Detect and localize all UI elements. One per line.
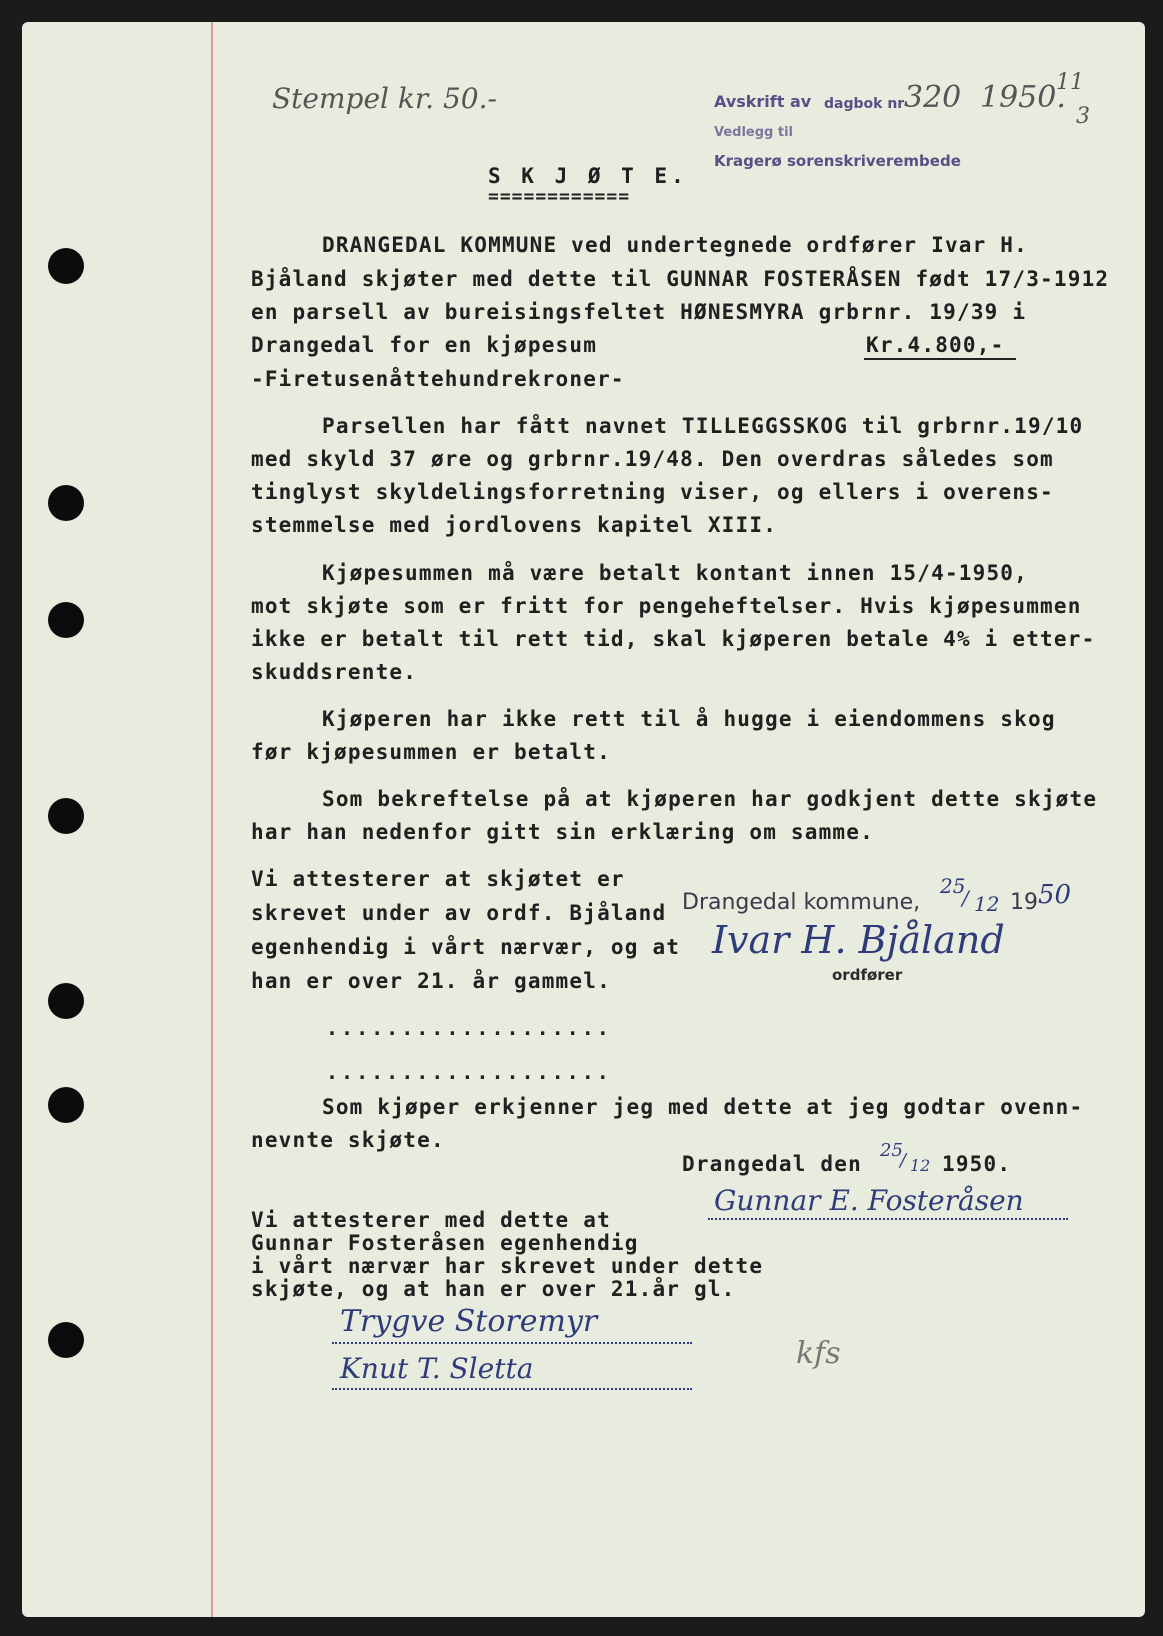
municipality-date-day: 25 [940,874,966,898]
title-underline: ============ [488,186,631,207]
mayor-title: ordfører [832,966,903,984]
purchase-price: Kr.4.800,- [866,333,1005,357]
price-in-words: -Firetusenåttehundrekroner- [251,367,625,391]
para1-line: Bjåland skjøter med dette til GUNNAR FOSTERÅSEN født 17/3-1912 [251,267,1110,291]
witness2-signature: Knut T. Sletta [340,1352,534,1385]
buyer-ack-line: Som kjøper erkjenner jeg med dette at jeg godtar ovenn- [322,1095,1084,1119]
dotted-signature-line: ................... [326,1060,612,1084]
stamp-fee-note: Stempel kr. 50.- [272,82,497,115]
buyer-place: Drangedal den [682,1152,862,1176]
para5-line: har han nedenfor gitt sin erklæring om samme. [251,820,874,844]
attest1-line: han er over 21. år gammel. [251,969,611,993]
signature-dotted-line [708,1218,1068,1220]
attest2-line: Vi attesterer med dette at [251,1208,611,1232]
para2-line: Parsellen har fått navnet TILLEGGSSKOG til grbrnr.19/10 [322,414,1084,438]
municipality-year-prefix: 19 [1010,890,1038,915]
attest1-line: Vi attesterer at skjøtet er [251,867,625,891]
stamp-line-vedlegg: Vedlegg til [714,125,794,140]
para5-line: Som bekreftelse på at kjøperen har godkjent dette skjøte [322,787,1098,811]
punch-hole [48,602,84,638]
buyer-year: 1950. [942,1152,1012,1176]
para3-line: Kjøpesummen må være betalt kontant innen 15/4-1950, [322,561,1028,585]
price-underline [864,358,1016,360]
para3-line: ikke er betalt til rett tid, skal kjøperen betale 4% i etter- [251,627,1096,651]
buyer-signature: Gunnar E. Fosteråsen [714,1184,1024,1217]
punch-hole [48,798,84,834]
punch-hole [48,983,84,1019]
municipality-stamp: Drangedal kommune, [682,890,921,915]
para3-line: mot skjøte som er fritt for pengeheftelser. Hvis kjøpesummen [251,594,1082,618]
para1-line: DRANGEDAL KOMMUNE ved undertegnede ordfører Ivar H. [322,233,1028,257]
punch-hole [48,1322,84,1358]
punch-hole [48,485,84,521]
stamp-dagbok-number: 320 [904,80,962,115]
attest1-line: skrevet under av ordf. Bjåland [251,901,667,925]
margin-line [211,22,213,1617]
para1-line: en parsell av bureisingsfeltet HØNESMYRA grbrnr. 19/39 i [251,300,1027,324]
clerk-initials: kfs [796,1336,841,1371]
para2-line: tinglyst skyldelingsforretning viser, og ellers i overens- [251,480,1054,504]
stamp-line-office: Kragerø sorenskriverembede [714,152,961,170]
para1-line: Drangedal for en kjøpesum [251,333,598,357]
date-slash: / [962,886,969,910]
municipality-date-month: 12 [974,892,1000,916]
witness1-signature: Trygve Storemyr [340,1304,598,1339]
para3-line: skuddsrente. [251,660,418,684]
dotted-signature-line: ................... [326,1016,612,1040]
stamp-year: 1950. [980,80,1066,115]
para4-line: før kjøpesummen er betalt. [251,740,611,764]
attest1-line: egenhendig i vårt nærvær, og at [251,935,681,959]
para2-line: med skyld 37 øre og grbrnr.19/48. Den overdras således som [251,447,1054,471]
document-title: S K J Ø T E. [488,164,688,188]
attest2-line: i vårt nærvær har skrevet under dette [251,1254,764,1278]
stamp-date-month: 3 [1076,104,1090,129]
stamp-line-avskrift: Avskrift av [714,92,812,111]
stamp-date-day: 11 [1056,70,1084,95]
stamp-dagbok-label: dagbok nr [824,96,905,112]
para2-line: stemmelse med jordlovens kapitel XIII. [251,513,778,537]
attest2-line: skjøte, og at han er over 21.år gl. [251,1277,736,1301]
para4-line: Kjøperen har ikke rett til å hugge i eiendommens skog [322,707,1056,731]
date-slash: / [900,1150,907,1171]
signature-dotted-line [332,1342,692,1344]
attest2-line: Gunnar Fosteråsen egenhendig [251,1231,639,1255]
buyer-ack-line: nevnte skjøte. [251,1128,445,1152]
buyer-date-month: 12 [910,1156,931,1175]
punch-hole [48,1087,84,1123]
buyer-date-day: 25 [880,1140,903,1161]
signature-dotted-line [332,1388,692,1390]
mayor-signature: Ivar H. Bjåland [712,918,1005,962]
punch-hole [48,248,84,284]
municipality-year-suffix: 50 [1038,880,1072,910]
